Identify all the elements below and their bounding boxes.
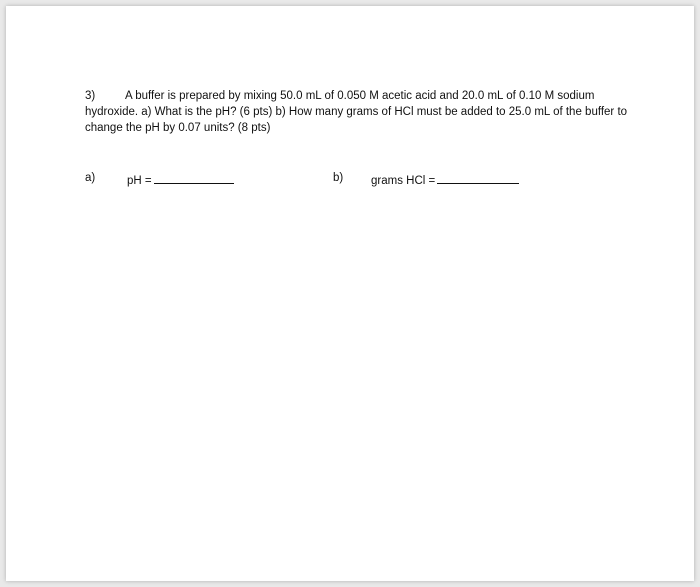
question-number: 3) [85,90,96,102]
answer-b-field [371,172,519,187]
answer-b-label: b) [333,172,344,184]
grams-hcl-answer-blank[interactable] [437,172,519,184]
answer-row [85,172,645,192]
document-page [6,6,694,581]
grams-hcl-label: grams HCl = [371,175,436,187]
answer-a-label: a) [85,172,96,184]
question-block [85,88,645,136]
ph-answer-blank[interactable] [154,172,234,184]
ph-label: pH = [127,175,152,187]
answer-a-field [127,172,234,187]
question-text: A buffer is prepared by mixing 50.0 mL of 0.050 M acetic acid and 20.0 mL of 0.10 M sodium hydroxide. a) What is the pH? (6 pts) b) How many grams of HCl must be added to 25.0 mL of the buffer to change the pH by 0.07 units? (8 pts) [85,90,628,134]
